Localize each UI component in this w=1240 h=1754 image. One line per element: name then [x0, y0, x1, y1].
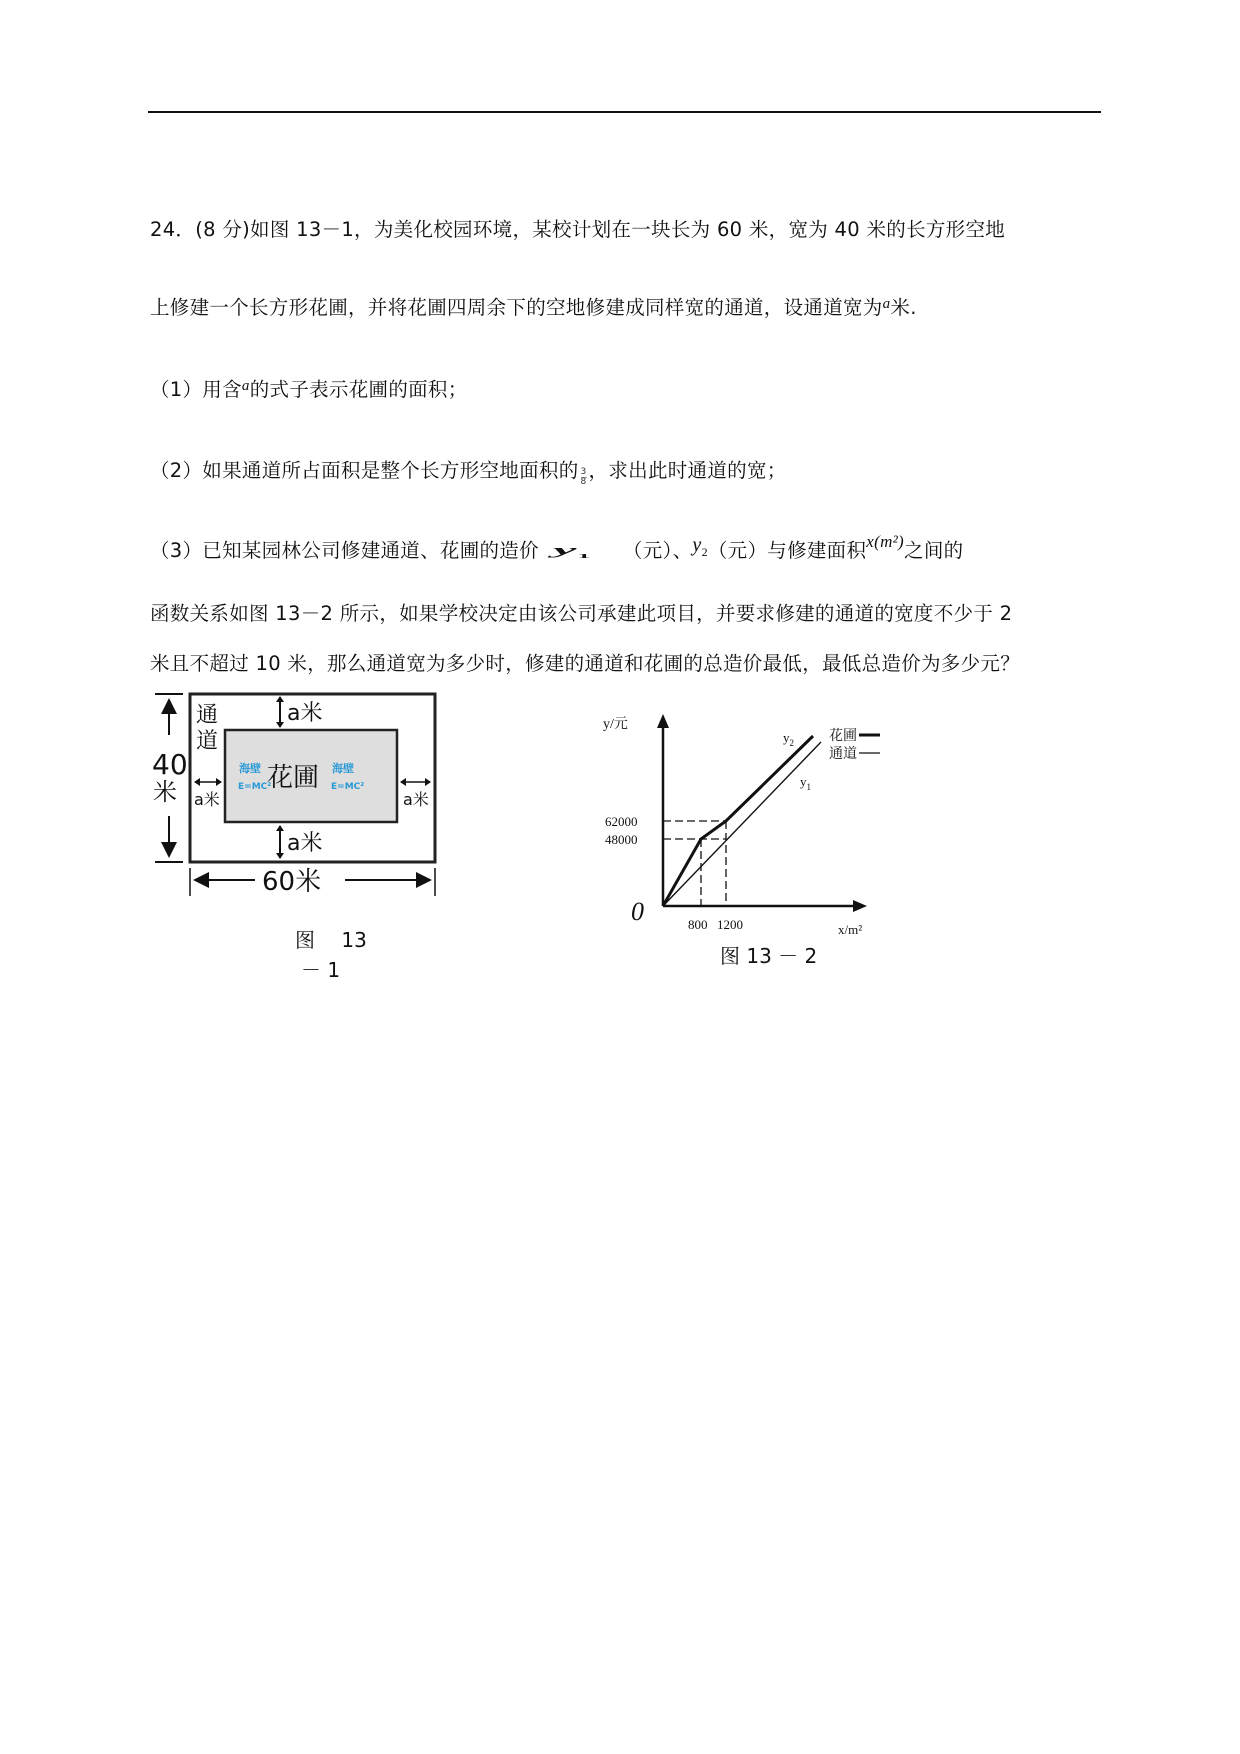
x-tick-800: 800 — [688, 917, 708, 932]
question-3-text: （3）已知某园林公司修建通道、花圃的造价 — [150, 539, 539, 562]
gap-top-label: a米 — [287, 701, 323, 726]
y-tick-62000: 62000 — [605, 814, 638, 829]
y-tick-48000: 48000 — [605, 832, 638, 847]
question-3-end: 之间的 — [904, 539, 964, 562]
width-label: 60米 — [262, 867, 322, 897]
fraction-denominator: 8 — [580, 477, 587, 487]
series-y2-garden — [663, 736, 813, 906]
problem-line-2 — [150, 292, 917, 320]
variable-a: a — [882, 296, 891, 312]
label-y2: $y_2$ — [783, 730, 794, 748]
caption-line-2: － 1 — [301, 958, 341, 982]
height-unit: 米 — [153, 778, 177, 806]
path-label-2: 道 — [196, 729, 219, 754]
unit-yuan-2: （元）与修建面积 — [707, 539, 867, 562]
y2-symbol: $y_2$ — [692, 534, 708, 559]
figure-13-1 — [145, 690, 455, 905]
gap-right-label: a米 — [403, 790, 429, 809]
question-2-end: ，求出此时通道的宽； — [588, 459, 787, 482]
fraction-three-eighths — [581, 468, 587, 487]
garden-label: 花圃 — [267, 763, 320, 792]
legend-path-label: 通道 — [829, 747, 857, 762]
guide-lines — [663, 821, 726, 906]
path-label-1: 通 — [196, 703, 219, 728]
garden-diagram — [145, 690, 455, 905]
label-y1: $y_1$ — [800, 774, 811, 792]
question-1 — [150, 374, 468, 402]
cost-area-chart — [595, 710, 895, 940]
problem-line-2-text: 上修建一个长方形花圃，并将花圃四周余下的空地修建成同样宽的通道，设通道宽为 — [150, 296, 883, 319]
x-tick-1200: 1200 — [717, 917, 743, 932]
problem-line-2-end: 米. — [890, 296, 917, 319]
series-y1-path — [663, 742, 821, 906]
question-2 — [150, 455, 787, 487]
svg-text:海壁: 海壁 — [239, 762, 261, 775]
svg-text:E=MC²: E=MC² — [331, 782, 365, 792]
origin-label: 0 — [631, 897, 644, 926]
y-axis-label: y/元 — [603, 717, 628, 732]
question-3 — [150, 532, 963, 565]
svg-text:海壁: 海壁 — [332, 762, 354, 775]
figure-13-2-caption: 图 13 － 2 — [720, 944, 818, 968]
caption-line-1: 图 13 — [295, 928, 367, 952]
question-3-line-3: 米且不超过 10 米，那么通道宽为多少时，修建的通道和花圃的总造价最低，最低总造价为多少元？ — [150, 652, 1021, 675]
legend — [829, 727, 880, 762]
x-axis-label: x/m² — [838, 922, 863, 937]
question-1-text: （1）用含 — [150, 378, 242, 401]
problem-line-1: 24．(8 分)如图 13－1，为美化校园环境，某校计划在一块长为 60 米，宽为 40 米的长方形空地 — [150, 218, 1006, 241]
svg-text:E=MC²: E=MC² — [238, 782, 272, 792]
x-area-symbol: x(m²) — [866, 532, 905, 551]
gap-bottom-label: a米 — [287, 831, 323, 856]
gap-left-label: a米 — [194, 790, 220, 809]
legend-garden-label: 花圃 — [829, 729, 857, 744]
unit-yuan-1: （元）、 — [622, 539, 693, 562]
header-rule — [148, 111, 1101, 113]
fraction-numerator: 3 — [580, 467, 587, 477]
figure-13-1-caption — [295, 925, 367, 985]
height-label: 40 — [152, 748, 188, 781]
variable-a: a — [241, 378, 250, 394]
question-2-text: （2）如果通道所占面积是整个长方形空地面积的 — [150, 459, 579, 482]
figure-13-2-chart — [595, 710, 895, 940]
question-3-line-2: 函数关系如图 13－2 所示，如果学校决定由该公司承建此项目，并要求修建的通道的宽度不少于 2 — [150, 602, 1013, 625]
question-1-end: 的式子表示花圃的面积； — [249, 378, 468, 401]
y1-symbol: $y_1$ — [552, 542, 592, 560]
